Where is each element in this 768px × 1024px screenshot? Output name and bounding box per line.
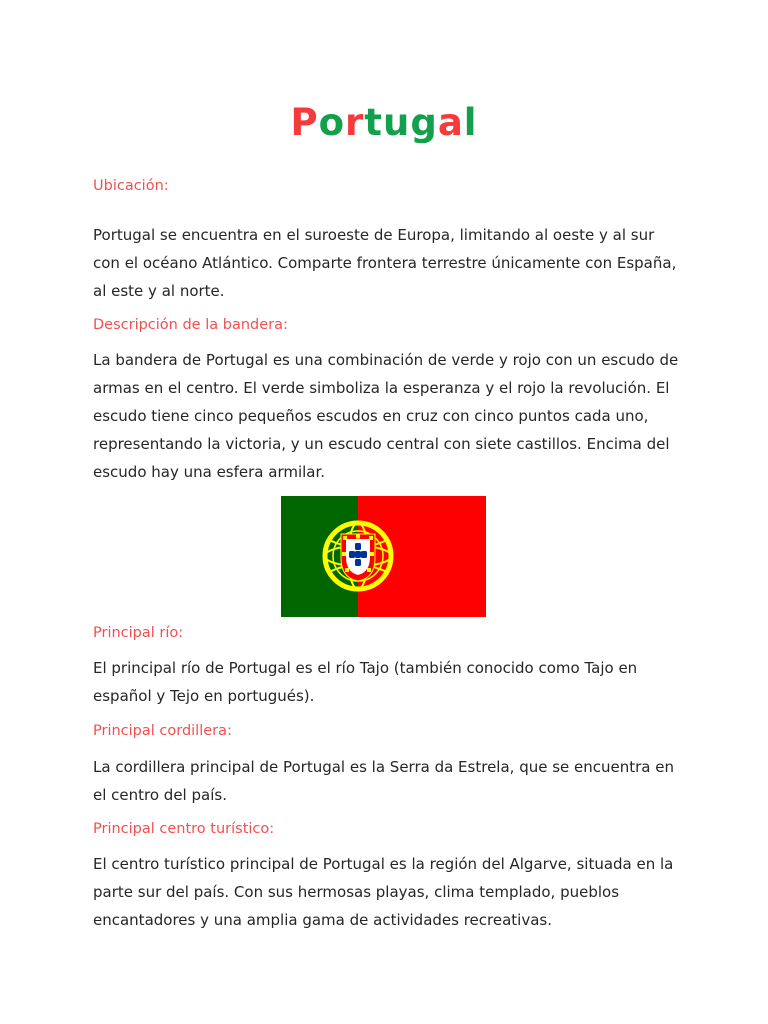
title-letter: a [437, 101, 464, 144]
page-title [93, 98, 675, 148]
paragraph-cordillera: La cordillera principal de Portugal es la Serra da Estrela, que se encuentra en el centro del país. [93, 758, 675, 804]
heading-rio: Principal río: [93, 625, 184, 641]
paragraph-rio: El principal río de Portugal es el río Tajo (también conocido como Tajo en español y Tejo en portugués). [93, 659, 638, 705]
heading-cordillera: Principal cordillera: [93, 723, 232, 739]
title-letter: l [463, 101, 478, 144]
flag-red-field [358, 496, 486, 617]
paragraph-turismo: El centro turístico principal de Portugal es la región del Algarve, situada en la parte sur del país. Con sus hermosas playas, clima templado, pueblos encantadores y una amplia gama de actividades recreativas. [93, 855, 674, 929]
title-letter: r [345, 101, 365, 144]
portugal-flag-image [281, 496, 486, 617]
paragraph-ubicacion: Portugal se encuentra en el suroeste de Europa, limitando al oeste y al sur con el océano Atlántico. Comparte frontera terrestre únicamente con España, al este y al norte. [93, 226, 677, 300]
heading-bandera: Descripción de la bandera: [93, 317, 288, 333]
title-letter: P [290, 101, 319, 144]
coat-of-arms-shield [341, 534, 375, 581]
title-letter: t [364, 101, 383, 144]
title-letter: o [318, 101, 346, 144]
paragraph-bandera: La bandera de Portugal es una combinación de verde y rojo con un escudo de armas en el centro. El verde simboliza la esperanza y el rojo la revolución. El escudo tiene cinco pequeños escudos en cruz con cinco puntos cada uno, representando la victoria, y un escudo central con siete castillos. Encima del escudo hay una esfera armilar. [93, 351, 679, 481]
heading-ubicacion: Ubicación: [93, 178, 169, 194]
title-letter: u [382, 101, 411, 144]
heading-turismo: Principal centro turístico: [93, 821, 275, 837]
title-letter: g [410, 101, 438, 144]
flag-svg [281, 496, 486, 617]
